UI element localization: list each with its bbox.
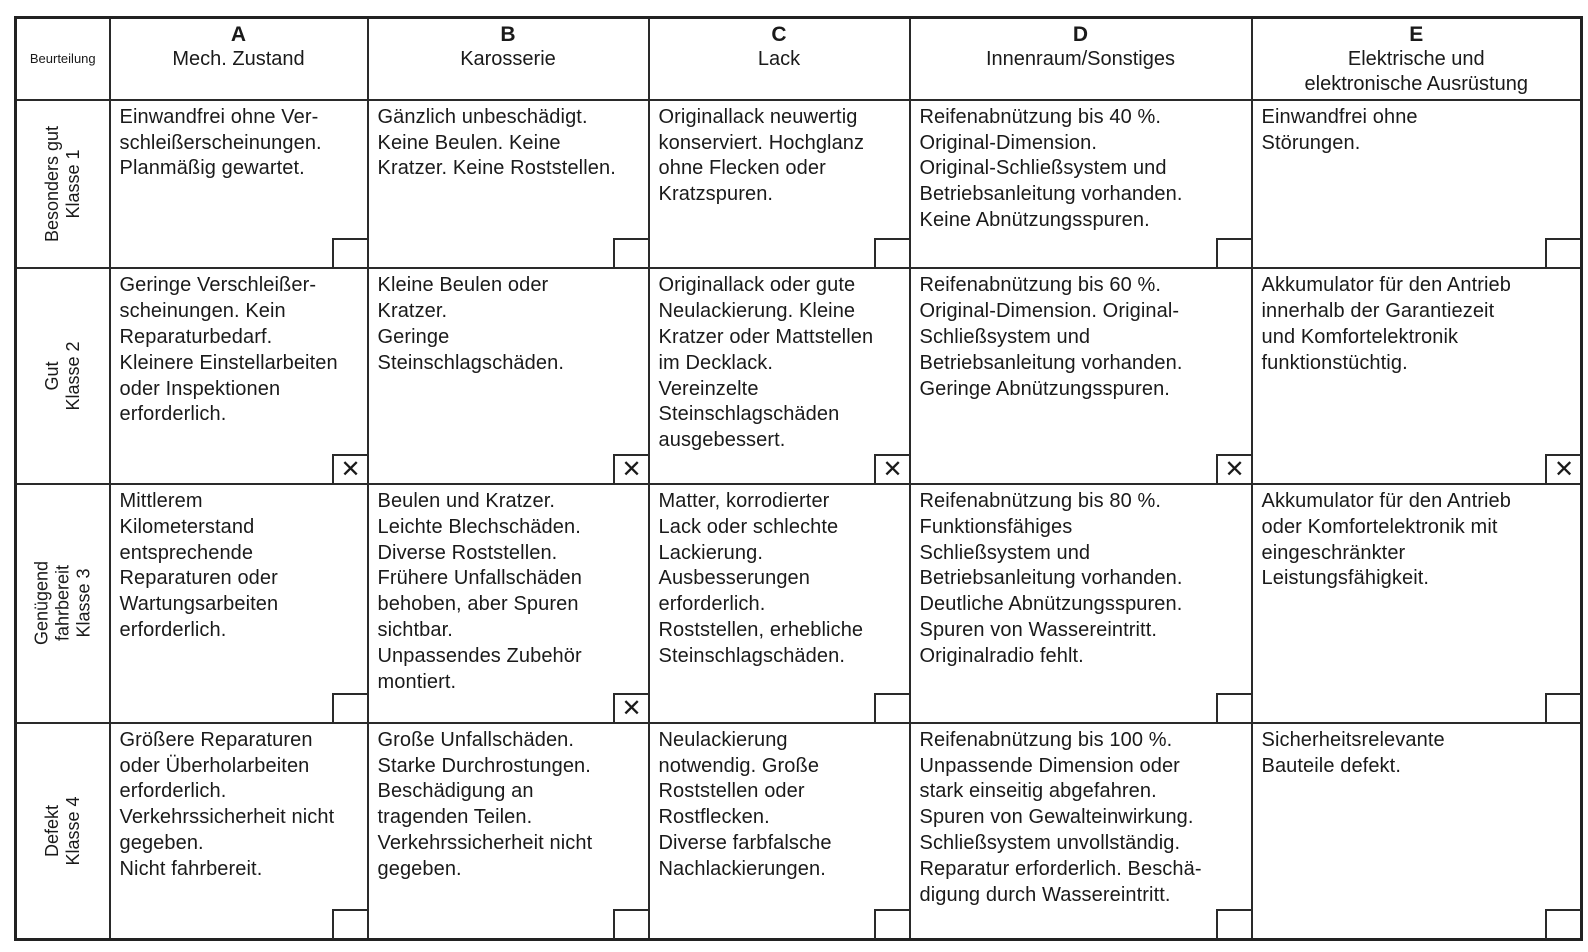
checkbox-c3[interactable] bbox=[874, 693, 910, 723]
criteria-line: Kratzspuren. bbox=[658, 183, 774, 206]
criteria-cell-b3 bbox=[368, 484, 649, 723]
row-label-line: Klasse 2 bbox=[62, 341, 83, 411]
criteria-line: gegeben. bbox=[377, 857, 462, 880]
criteria-line: Spuren von Gewalteinwirkung. bbox=[919, 806, 1194, 829]
criteria-text bbox=[650, 485, 909, 670]
criteria-line: tragenden Teilen. bbox=[377, 806, 533, 829]
criteria-line: Kratzer. bbox=[377, 300, 448, 323]
criteria-cell-d2 bbox=[910, 268, 1252, 484]
criteria-line: Leistungsfähigkeit. bbox=[1261, 567, 1430, 590]
criteria-line: Schließsystem und bbox=[919, 541, 1091, 564]
column-letter: E bbox=[1409, 23, 1424, 46]
criteria-line: Roststellen, erhebliche bbox=[658, 618, 864, 641]
column-title: Lack bbox=[757, 48, 801, 70]
criteria-text bbox=[1253, 724, 1581, 780]
criteria-cell-e3 bbox=[1252, 484, 1582, 723]
criteria-text bbox=[369, 724, 648, 883]
criteria-line: stark einseitig abgefahren. bbox=[919, 780, 1157, 803]
criteria-text bbox=[1253, 269, 1581, 376]
checkbox-a2[interactable]: ✕ bbox=[332, 454, 368, 484]
criteria-line: innerhalb der Garantiezeit bbox=[1261, 300, 1495, 323]
checkbox-a4[interactable] bbox=[332, 909, 368, 939]
criteria-cell-a3 bbox=[110, 484, 368, 723]
criteria-line: Beschädigung an bbox=[377, 780, 534, 803]
column-title: Karosserie bbox=[460, 48, 556, 70]
criteria-text bbox=[111, 724, 367, 883]
criteria-line: Steinschlagschäden. bbox=[377, 351, 564, 374]
criteria-cell-b1 bbox=[368, 100, 649, 269]
criteria-line: Kratzer oder Mattstellen bbox=[658, 325, 874, 348]
criteria-line: Matter, korrodierter bbox=[658, 490, 830, 512]
criteria-line: Original-Dimension. bbox=[919, 131, 1098, 154]
checkbox-d1[interactable] bbox=[1216, 238, 1252, 268]
criteria-line: Lackierung. bbox=[658, 541, 763, 564]
criteria-text bbox=[369, 485, 648, 695]
criteria-line: Original-Schließsystem und bbox=[919, 157, 1167, 180]
criteria-line: Neulackierung. Kleine bbox=[658, 300, 856, 323]
criteria-line: erforderlich. bbox=[658, 593, 766, 616]
criteria-text bbox=[1253, 485, 1581, 592]
criteria-cell-d3 bbox=[910, 484, 1252, 723]
row-label-line: Klasse 3 bbox=[73, 568, 94, 638]
checkbox-c1[interactable] bbox=[874, 238, 910, 268]
checkbox-b1[interactable] bbox=[613, 238, 649, 268]
criteria-line: Reifenabnützung bis 80 %. bbox=[919, 490, 1162, 512]
criteria-line: oder Überholarbeiten bbox=[119, 754, 310, 777]
criteria-line: Beulen und Kratzer. bbox=[377, 490, 556, 512]
criteria-text bbox=[911, 485, 1251, 670]
class-row-3 bbox=[16, 484, 1582, 723]
row-label-line: Besonders gut bbox=[41, 125, 62, 243]
criteria-line: Leichte Blechschäden. bbox=[377, 515, 581, 538]
checkbox-a1[interactable] bbox=[332, 238, 368, 268]
criteria-line: funktionstüchtig. bbox=[1261, 351, 1408, 374]
criteria-line: Reifenabnützung bis 40 %. bbox=[919, 105, 1162, 128]
criteria-line: Diverse farbfalsche bbox=[658, 831, 832, 854]
criteria-text bbox=[650, 269, 909, 454]
criteria-line: Originallack neuwertig bbox=[658, 105, 858, 128]
checkbox-d3[interactable] bbox=[1216, 693, 1252, 723]
checkbox-c2[interactable]: ✕ bbox=[874, 454, 910, 484]
criteria-line: Original-Dimension. Original- bbox=[919, 300, 1180, 323]
criteria-line: Störungen. bbox=[1261, 131, 1361, 154]
criteria-cell-e2 bbox=[1252, 268, 1582, 484]
row-label bbox=[42, 342, 84, 411]
column-header-d bbox=[910, 18, 1252, 100]
column-letter: A bbox=[230, 23, 247, 46]
criteria-line: Größere Reparaturen bbox=[119, 728, 313, 751]
criteria-line: Kilometerstand bbox=[119, 515, 255, 538]
criteria-line: gegeben. bbox=[119, 831, 204, 854]
criteria-cell-a1 bbox=[110, 100, 368, 269]
row-label-line: fahrbereit bbox=[52, 565, 73, 642]
criteria-text bbox=[650, 101, 909, 208]
criteria-line: Große Unfallschäden. bbox=[377, 728, 575, 751]
row-label-line: Genügend bbox=[31, 561, 52, 646]
criteria-text bbox=[650, 724, 909, 883]
criteria-line: Einwandfrei ohne Ver- bbox=[119, 105, 319, 128]
criteria-line: Reifenabnützung bis 60 %. bbox=[919, 274, 1162, 297]
row-header bbox=[16, 723, 110, 940]
criteria-line: Frühere Unfallschäden bbox=[377, 567, 582, 590]
criteria-line: Gänzlich unbeschädigt. bbox=[377, 105, 588, 128]
criteria-line: Spuren von Wassereintritt. bbox=[919, 618, 1158, 641]
criteria-text bbox=[369, 101, 648, 182]
criteria-line: Bauteile defekt. bbox=[1261, 754, 1401, 777]
criteria-cell-d1 bbox=[910, 100, 1252, 269]
checkbox-e3[interactable] bbox=[1545, 693, 1581, 723]
column-header-e bbox=[1252, 18, 1582, 100]
checkbox-d4[interactable] bbox=[1216, 909, 1252, 939]
column-header-b bbox=[368, 18, 649, 100]
criteria-text bbox=[111, 485, 367, 644]
criteria-line: Verkehrssicherheit nicht bbox=[119, 806, 335, 829]
criteria-line: Funktionsfähiges bbox=[919, 515, 1073, 538]
criteria-line: Wartungsarbeiten bbox=[119, 593, 279, 616]
criteria-line: konserviert. Hochglanz bbox=[658, 131, 865, 154]
criteria-line: erforderlich. bbox=[119, 780, 227, 803]
column-header-c bbox=[649, 18, 910, 100]
criteria-cell-a4 bbox=[110, 723, 368, 940]
criteria-cell-c2 bbox=[649, 268, 910, 484]
criteria-line: Kleine Beulen oder bbox=[377, 274, 549, 297]
criteria-line: Reparaturbedarf. bbox=[119, 325, 273, 348]
criteria-line: Akkumulator für den Antrieb bbox=[1261, 490, 1511, 512]
criteria-line: Reparatur erforderlich. Beschä- bbox=[919, 857, 1202, 880]
class-row-4 bbox=[16, 723, 1582, 940]
criteria-line: Betriebsanleitung vorhanden. bbox=[919, 567, 1183, 590]
criteria-line: Keine Abnützungsspuren. bbox=[919, 208, 1150, 231]
condition-rating-table bbox=[14, 16, 1583, 941]
criteria-cell-d4 bbox=[910, 723, 1252, 940]
row-header bbox=[16, 268, 110, 484]
criteria-line: ausgebessert. bbox=[658, 429, 786, 452]
row-label-line: Klasse 1 bbox=[62, 149, 83, 219]
class-row-1 bbox=[16, 100, 1582, 269]
criteria-line: Kratzer. Keine Roststellen. bbox=[377, 157, 616, 180]
checkbox-e2[interactable]: ✕ bbox=[1545, 454, 1581, 484]
row-label-line: Defekt bbox=[41, 804, 62, 857]
criteria-line: im Decklack. bbox=[658, 351, 774, 374]
row-label bbox=[42, 796, 84, 865]
column-title: Mech. Zustand bbox=[172, 48, 305, 70]
criteria-line: Nachlackierungen. bbox=[658, 857, 826, 880]
criteria-line: Starke Durchrostungen. bbox=[377, 754, 591, 777]
criteria-line: Betriebsanleitung vorhanden. bbox=[919, 351, 1183, 374]
criteria-cell-b2 bbox=[368, 268, 649, 484]
checkbox-c4[interactable] bbox=[874, 909, 910, 939]
criteria-line: Nicht fahrbereit. bbox=[119, 857, 263, 880]
checkbox-b4[interactable] bbox=[613, 909, 649, 939]
criteria-line: Steinschlagschäden. bbox=[658, 644, 845, 667]
criteria-line: Vereinzelte bbox=[658, 377, 759, 400]
criteria-line: Originalradio fehlt. bbox=[919, 644, 1084, 667]
criteria-cell-a2 bbox=[110, 268, 368, 484]
criteria-text bbox=[1253, 101, 1581, 157]
header-row bbox=[16, 18, 1582, 100]
row-header bbox=[16, 100, 110, 269]
criteria-cell-c1 bbox=[649, 100, 910, 269]
criteria-line: Diverse Roststellen. bbox=[377, 541, 558, 564]
criteria-line: Lack oder schlechte bbox=[658, 515, 839, 538]
row-label-line: Gut bbox=[41, 361, 62, 391]
criteria-line: sichtbar. bbox=[377, 618, 453, 641]
criteria-line: Originallack oder gute bbox=[658, 274, 856, 297]
class-row-2 bbox=[16, 268, 1582, 484]
checkbox-e4[interactable] bbox=[1545, 909, 1581, 939]
criteria-cell-e4 bbox=[1252, 723, 1582, 940]
column-letter: D bbox=[1072, 23, 1089, 46]
criteria-line: Sicherheitsrelevante bbox=[1261, 728, 1445, 751]
criteria-cell-e1 bbox=[1252, 100, 1582, 269]
criteria-line: Keine Beulen. Keine bbox=[377, 131, 561, 154]
criteria-line: oder Inspektionen bbox=[119, 377, 281, 400]
criteria-line: Ausbesserungen bbox=[658, 567, 811, 590]
criteria-line: Deutliche Abnützungsspuren. bbox=[919, 593, 1183, 616]
criteria-line: digung durch Wassereintritt. bbox=[919, 883, 1171, 906]
checkbox-a3[interactable] bbox=[332, 693, 368, 723]
checkbox-b3[interactable]: ✕ bbox=[613, 693, 649, 723]
criteria-line: erforderlich. bbox=[119, 618, 227, 641]
column-letter: B bbox=[500, 23, 516, 46]
criteria-cell-b4 bbox=[368, 723, 649, 940]
criteria-line: Geringe Abnützungsspuren. bbox=[919, 377, 1170, 400]
criteria-text bbox=[911, 269, 1251, 402]
column-title: elektronische Ausrüstung bbox=[1304, 73, 1528, 95]
criteria-cell-c4 bbox=[649, 723, 910, 940]
corner-label: Beurteilung bbox=[16, 18, 110, 100]
criteria-line: Unpassende Dimension oder bbox=[919, 754, 1180, 777]
criteria-line: Rostflecken. bbox=[658, 806, 770, 829]
criteria-line: Geringe bbox=[377, 325, 450, 348]
criteria-line: eingeschränkter bbox=[1261, 541, 1406, 564]
column-title: Innenraum/Sonstiges bbox=[985, 48, 1175, 70]
checkbox-d2[interactable]: ✕ bbox=[1216, 454, 1252, 484]
criteria-line: Einwandfrei ohne bbox=[1261, 105, 1418, 128]
criteria-line: behoben, aber Spuren bbox=[377, 593, 579, 616]
criteria-line: Neulackierung bbox=[658, 728, 788, 751]
criteria-line: Verkehrssicherheit nicht bbox=[377, 831, 593, 854]
checkbox-b2[interactable]: ✕ bbox=[613, 454, 649, 484]
criteria-text bbox=[369, 269, 648, 376]
criteria-line: Akkumulator für den Antrieb bbox=[1261, 274, 1511, 297]
criteria-line: Unpassendes Zubehör bbox=[377, 644, 582, 667]
criteria-line: und Komfortelektronik bbox=[1261, 325, 1459, 348]
criteria-text bbox=[911, 101, 1251, 234]
checkbox-e1[interactable] bbox=[1545, 238, 1581, 268]
row-label-line: Klasse 4 bbox=[62, 796, 83, 866]
criteria-line: Reparaturen oder bbox=[119, 567, 278, 590]
row-label bbox=[31, 561, 94, 645]
criteria-text bbox=[911, 724, 1251, 909]
criteria-line: Roststellen oder bbox=[658, 780, 805, 803]
criteria-line: Reifenabnützung bis 100 %. bbox=[919, 728, 1173, 751]
criteria-line: entsprechende bbox=[119, 541, 254, 564]
criteria-line: notwendig. Große bbox=[658, 754, 820, 777]
column-letter: C bbox=[771, 23, 787, 46]
criteria-line: Mittlerem bbox=[119, 490, 203, 512]
criteria-line: ohne Flecken oder bbox=[658, 157, 826, 180]
column-header-a bbox=[110, 18, 368, 100]
criteria-line: oder Komfortelektronik mit bbox=[1261, 515, 1498, 538]
criteria-line: Schließsystem unvollständig. bbox=[919, 831, 1181, 854]
criteria-line: Kleinere Einstellarbeiten bbox=[119, 351, 338, 374]
criteria-line: erforderlich. bbox=[119, 403, 227, 426]
criteria-line: Betriebsanleitung vorhanden. bbox=[919, 183, 1183, 206]
criteria-line: Geringe Verschleißer- bbox=[119, 274, 317, 297]
criteria-line: Schließsystem und bbox=[919, 325, 1091, 348]
criteria-line: schleißerscheinungen. bbox=[119, 131, 322, 154]
row-label bbox=[42, 126, 84, 242]
criteria-line: Planmäßig gewartet. bbox=[119, 157, 305, 180]
criteria-line: scheinungen. Kein bbox=[119, 300, 286, 323]
criteria-text bbox=[111, 101, 367, 182]
criteria-cell-c3 bbox=[649, 484, 910, 723]
criteria-text bbox=[111, 269, 367, 428]
row-header bbox=[16, 484, 110, 723]
column-title: Elektrische und bbox=[1347, 48, 1485, 70]
criteria-line: Steinschlagschäden bbox=[658, 403, 840, 426]
criteria-line: montiert. bbox=[377, 670, 457, 693]
